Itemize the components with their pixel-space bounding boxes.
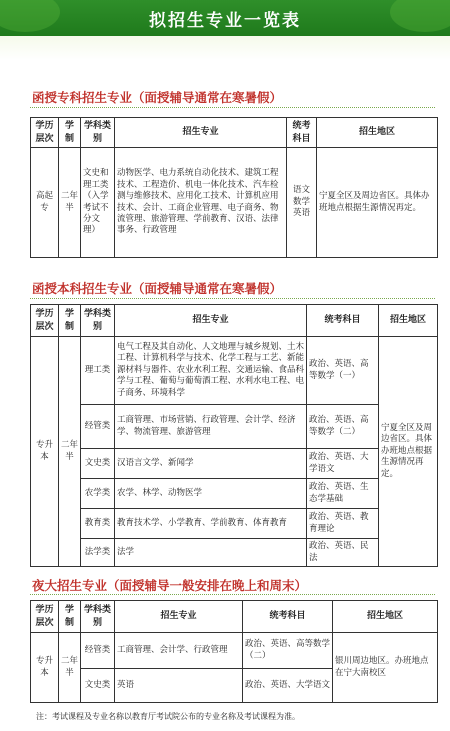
cell-category: 农学类 [81,479,115,509]
cell-years: 二年半 [59,148,81,258]
cell-category: 经管类 [81,405,115,449]
cell-exam: 政治、英语、生态学基础 [307,479,379,509]
cell-region: 宁夏全区及周边省区。具体办班地点根据生源情况再定。 [317,148,438,258]
section-title-zhuanke [32,88,282,106]
cell-exam: 语文数学英语 [287,148,317,258]
cell-category: 法学类 [81,539,115,567]
page-title: 拟招生专业一览表 [149,11,301,31]
header-majors: 招生专业 [115,601,243,633]
footnote: 注：考试课程及专业名称以教育厅考试院公布的专业名称及考试课程为准。 [36,712,300,721]
header-exam: 统考科目 [307,305,379,337]
cell-majors: 汉语言文学、新闻学 [115,449,307,479]
header-years: 学制 [59,118,81,148]
title-banner [0,0,450,36]
table-header-row [31,601,438,633]
section-title-text: 函授专科招生专业 [32,90,133,105]
section-subtitle: （面授辅导通常在寒暑假） [132,281,283,296]
cell-majors: 教育技术学、小学教育、学前教育、体育教育 [115,509,307,539]
header-years: 学制 [59,305,81,337]
cell-level: 专升本 [31,633,59,703]
cell-exam: 政治、英语、教育理论 [307,509,379,539]
header-category: 学科类别 [81,601,115,633]
cell-region: 银川周边地区。办班地点在宁大南校区 [333,633,438,703]
section-title-text: 函授本科招生专业 [32,281,133,296]
section-title-benke [32,279,282,297]
table-row [31,337,438,405]
cell-exam: 政治、英语、高等数学（二） [243,633,333,669]
header-category: 学科类别 [81,305,115,337]
cell-exam: 政治、英语、大学语文 [307,449,379,479]
header-region: 招生地区 [317,118,438,148]
header-majors: 招生专业 [115,118,287,148]
header-level: 学历层次 [31,601,59,633]
cell-years: 二年半 [59,337,81,567]
cell-category: 理工类 [81,337,115,405]
cell-years: 二年半 [59,633,81,703]
section-title-text: 夜大招生专业 [32,578,108,593]
section-subtitle: （面授辅导通常在寒暑假） [132,90,283,105]
header-exam: 统考科目 [243,601,333,633]
table-benke [30,304,438,567]
table-zhuanke [30,117,438,258]
cell-exam: 政治、英语、高等数学（二） [307,405,379,449]
cell-exam: 政治、英语、大学语文 [243,669,333,703]
cell-region: 宁夏全区及周边省区。具体办班地点根据生源情况再定。 [379,337,438,567]
section-subtitle: （面授辅导一般安排在晚上和周末） [107,578,308,593]
header-exam: 统考科目 [287,118,317,148]
header-category: 学科类别 [81,118,115,148]
cell-category: 文史和理工类（入学考试不分文理） [81,148,115,258]
header-region: 招生地区 [379,305,438,337]
cell-category: 文史类 [81,669,115,703]
cell-majors: 农学、林学、动物医学 [115,479,307,509]
header-region: 招生地区 [333,601,438,633]
cell-majors: 工商管理、市场营销、行政管理、会计学、经济学、物流管理、旅游管理 [115,405,307,449]
table-header-row [31,305,438,337]
table-row [31,633,438,669]
table-row [31,148,438,258]
table-row [31,479,438,509]
table-row [31,539,438,567]
cell-majors: 法学 [115,539,307,567]
cell-exam: 政治、英语、民法 [307,539,379,567]
divider [30,594,435,595]
table-row [31,509,438,539]
cell-category: 文史类 [81,449,115,479]
section-title-yeda [32,576,307,594]
header-level: 学历层次 [31,305,59,337]
table-yeda [30,600,438,703]
table-header-row [31,118,438,148]
header-years: 学制 [59,601,81,633]
header-majors: 招生专业 [115,305,307,337]
cell-level: 高起专 [31,148,59,258]
table-row [31,405,438,449]
cell-majors: 动物医学、电力系统自动化技术、建筑工程技术、工程造价、机电一体化技术、汽车检测与维修技术、应用化工技术、计算机应用技术、会计、工商企业管理、电子商务、物流管理、旅游管理、学前教育、汉语、法律事务、行政管理 [115,148,287,258]
divider [30,298,435,299]
table-row [31,449,438,479]
cell-majors: 工商管理、会计学、行政管理 [115,633,243,669]
cell-majors: 电气工程及其自动化、人文地理与城乡规划、土木工程、计算机科学与技术、化学工程与工艺、新能源材料与器件、农业水利工程、交通运输、食品科学与工程、葡萄与葡萄酒工程、水利水电工程、电子商务、环境科学 [115,337,307,405]
cell-exam: 政治、英语、高等数学（一） [307,337,379,405]
cell-level: 专升本 [31,337,59,567]
cell-category: 教育类 [81,509,115,539]
header-level: 学历层次 [31,118,59,148]
divider [30,107,435,108]
cell-category: 经管类 [81,633,115,669]
cell-majors: 英语 [115,669,243,703]
